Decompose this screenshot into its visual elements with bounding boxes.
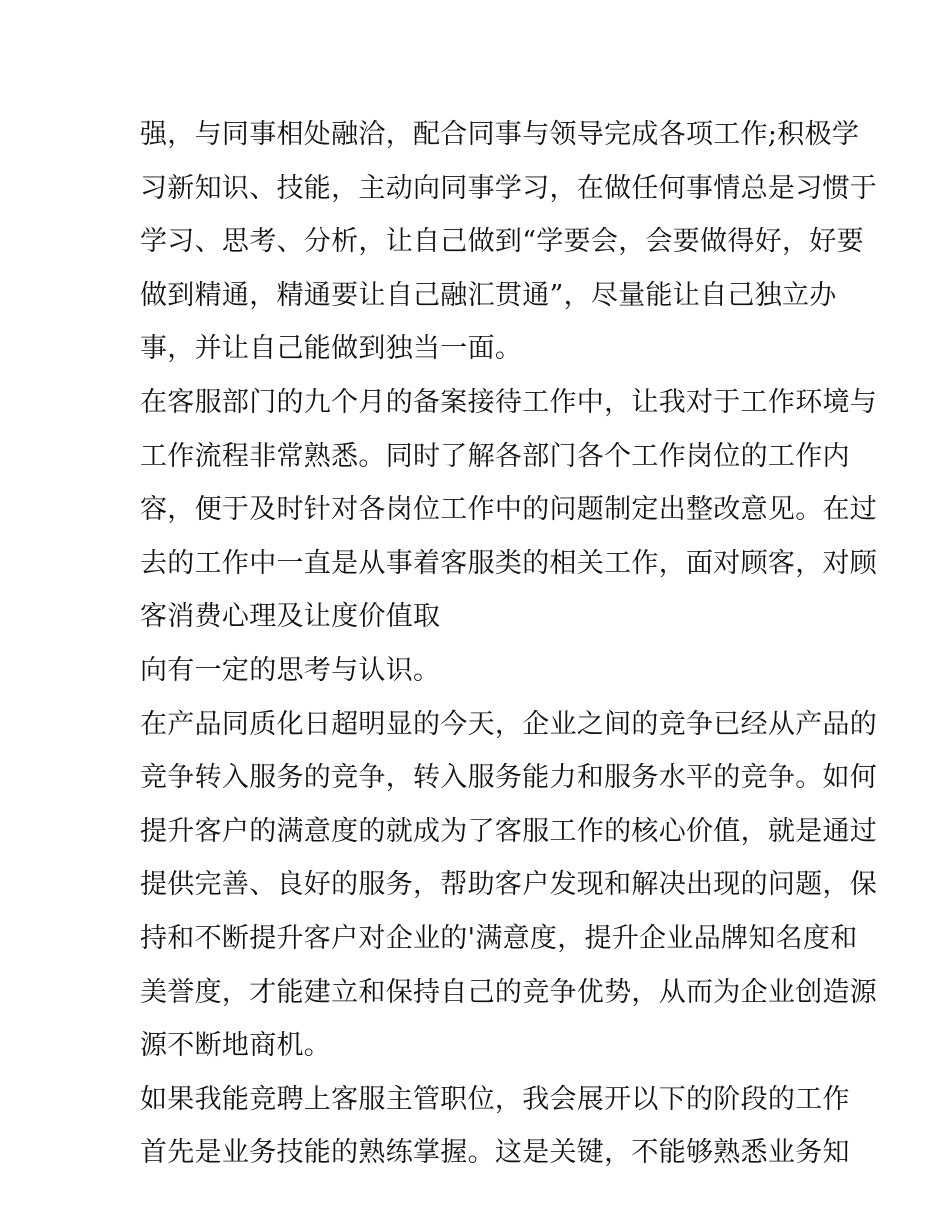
text-line: 向有一定的思考与认识。 xyxy=(140,654,441,686)
text-line: 美誉度，才能建立和保持自己的竞争优势，从而为企业创造源 xyxy=(140,976,878,1008)
text-line: 如果我能竞聘上客服主管职位，我会展开以下的阶段的工作 xyxy=(140,1083,850,1115)
text-line: 首先是业务技能的熟练掌握。这是关键，不能够熟悉业务知 xyxy=(140,1137,850,1169)
text-line: 容，便于及时针对各岗位工作中的问题制定出整改意见。在过 xyxy=(140,494,878,526)
text-line: 在客服部门的九个月的备案接待工作中，让我对于工作环境与 xyxy=(140,386,878,418)
text-line: 习新知识、技能，主动向同事学习，在做任何事情总是习惯于 xyxy=(140,172,878,204)
text-line: 持和不断提升客户对企业的'满意度，提升企业品牌知名度和 xyxy=(140,922,858,954)
body-text xyxy=(140,108,878,1180)
text-line: 在产品同质化日超明显的今天，企业之间的竞争已经从产品的 xyxy=(140,708,878,740)
text-line: 去的工作中一直是从事着客服类的相关工作，面对顾客，对顾 xyxy=(140,547,878,579)
text-line: 客消费心理及让度价值取 xyxy=(140,601,441,633)
text-line: 提供完善、良好的服务，帮助客户发现和解决出现的问题，保 xyxy=(140,869,878,901)
text-line: 工作流程非常熟悉。同时了解各部门各个工作岗位的工作内 xyxy=(140,440,850,472)
text-line: 源不断地商机。 xyxy=(140,1030,332,1062)
text-line: 竞争转入服务的竞争，转入服务能力和服务水平的竞争。如何 xyxy=(140,762,878,794)
text-line: 事，并让自己能做到独当一面。 xyxy=(140,333,523,365)
text-line: 强，与同事相处融洽，配合同事与领导完成各项工作;积极学 xyxy=(140,119,860,150)
text-line: 学习、思考、分析，让自己做到“学要会，会要做得好，好要 xyxy=(140,226,864,258)
text-line: 做到精通，精通要让自己融汇贯通”，尽量能让自己独立办 xyxy=(140,279,837,311)
text-line: 提升客户的满意度的就成为了客服工作的核心价值，就是通过 xyxy=(140,815,878,847)
